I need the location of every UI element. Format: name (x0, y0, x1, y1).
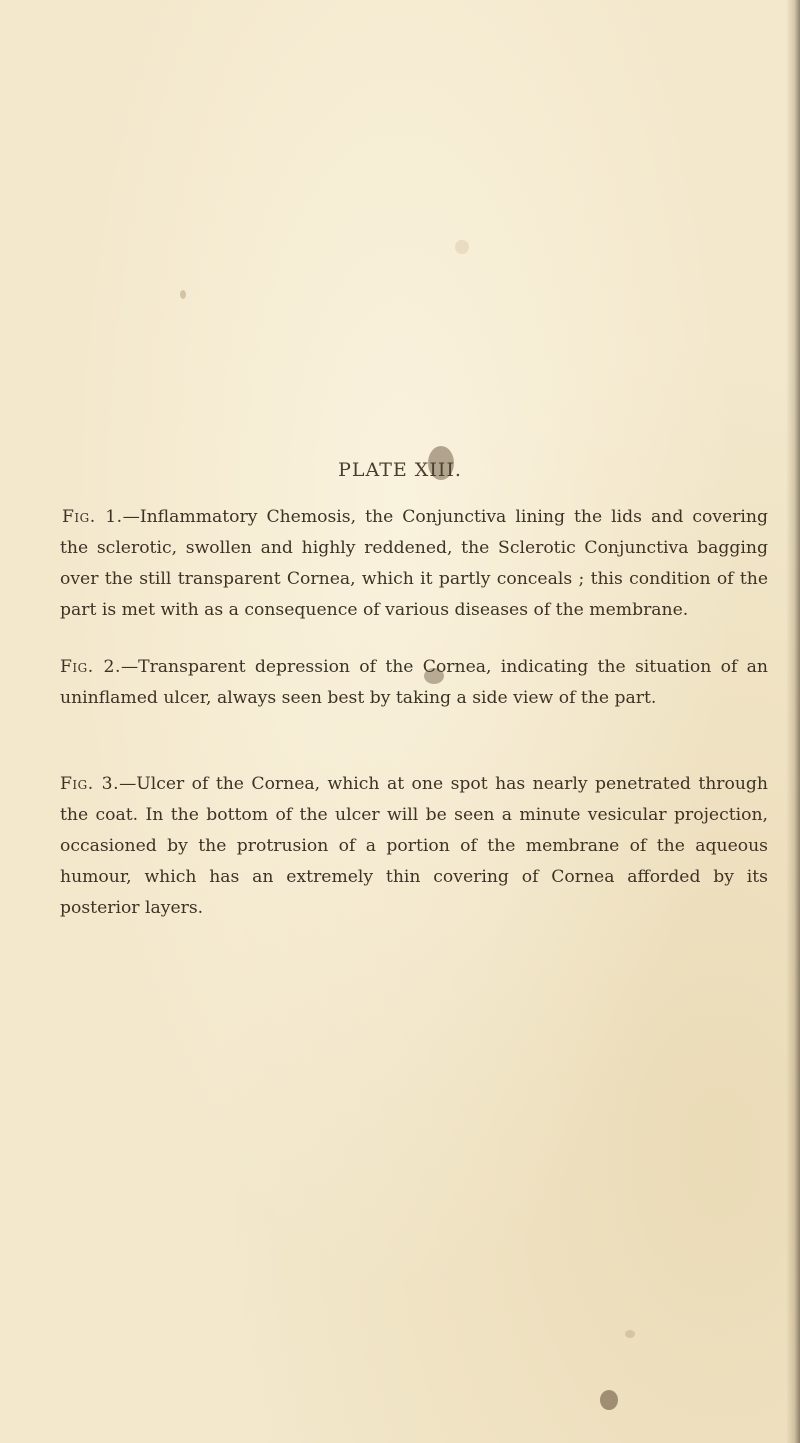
figure-1-text: —Inflammatory Chemosis, the Conjunctiva lining the lids and covering the sclerotic, swollen and highly reddened, the Sclerotic Conjunctiva bagging over the still transparent Cornea, which it partly conceals ; this condition of the part is met with as a consequence of various diseases of the membrane. (60, 507, 768, 620)
figure-3-text: —Ulcer of the Cornea, which at one spot has nearly penetrated through the coat. In the bottom of the ulcer will be seen a minute vesicular projection, occasioned by the protrusion of a portion of the membrane of the aqueous humour, which has an extremely thin covering of Cornea afforded by its posterior layers. (60, 774, 768, 918)
figure-1-caption (60, 502, 768, 626)
figure-2-text: —Transparent depression of the Cornea, indicating the situation of an uninflamed ulcer, always seen best by taking a side view of the part. (60, 657, 768, 708)
foxing-spot (455, 240, 469, 254)
foxing-spot (180, 290, 186, 299)
foxing-spot (600, 1390, 618, 1410)
foxing-spot (625, 1330, 635, 1338)
page-edge-shadow (786, 0, 800, 1443)
figure-3-caption (60, 769, 768, 924)
figure-1-label: Fig. 1. (62, 507, 123, 527)
figure-2-caption (60, 652, 768, 714)
figure-2-label: Fig. 2. (60, 657, 121, 677)
figure-3-label: Fig. 3. (60, 774, 120, 794)
plate-title: PLATE XIII. (338, 459, 462, 481)
